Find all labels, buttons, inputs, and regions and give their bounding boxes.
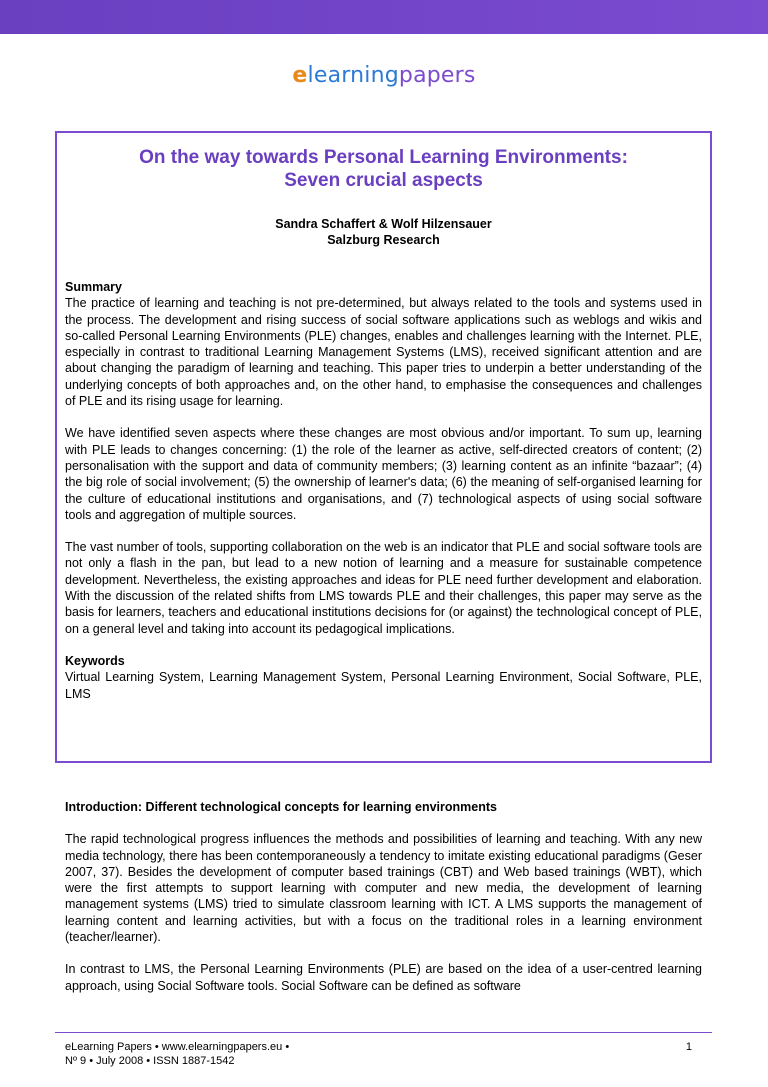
logo-learning: learning (307, 63, 399, 88)
title-line-1: On the way towards Personal Learning Environments: (139, 147, 628, 168)
authors: Sandra Schaffert & Wolf Hilzensauer (275, 217, 492, 231)
summary-heading: Summary (65, 280, 122, 294)
footer (65, 1040, 702, 1068)
top-banner (0, 0, 768, 34)
summary-paragraph-2: We have identified seven aspects where these changes are most obvious and/or important. To sum up, learning with PLE leads to changes concerning: (1) the role of the learner as active, self-directed creators of content; (2) personalisation with the support and data of community members; (3) learning content as an infinite “bazaar”; (4) the big role of social involvement; (5) the ownership of learner's data; (6) the meaning of self-organised learning for the culture of educational institutions and organisations, and (7) technological aspects of using social software tools and aggregation of multiple sources. (65, 426, 702, 522)
keywords-heading: Keywords (65, 653, 125, 668)
introduction-section (65, 799, 702, 994)
title-line-2: Seven crucial aspects (284, 170, 483, 191)
page-number: 1 (685, 1041, 692, 1053)
summary-section (65, 279, 702, 702)
summary-paragraph-1: The practice of learning and teaching is not pre-determined, but always related to the tools and systems used in the process. The development and rising success of social software applications such as weblogs and wikis and so-called Personal Learning Environments (PLE) changes, enables and challenges learning with the Internet. PLE, especially in contrast to traditional Learning Management Systems (LMS), received significant attention and are about changing the paradigm of learning and teaching. This paper tries to underpin a better understanding of the underlying concepts of both approaches and, on the other hand, to emphasise the consequences and challenges of PLE and its rising usage for learning. (65, 296, 702, 409)
introduction-paragraph-1: The rapid technological progress influences the methods and possibilities of learning and teaching. With any new media technology, there has been contemporaneously a tendency to imitate existing educational paradigms (Geser 2007, 37). Besides the development of computer based trainings (CBT) and Web based trainings (WBT), which were the first attempts to support learning with computer and new media, the development of learning management systems (LMS) tried to simulate classroom learning with ICT. A LMS supports the management of learning content and learning activities, but with a focus on the traditional roles in a learning environment (teacher/learner). (65, 832, 702, 945)
logo-e: e (292, 63, 308, 88)
elearningpapers-logo (0, 63, 768, 88)
footer-line-2: Nº 9 • July 2008 • ISSN 1887-1542 (65, 1055, 235, 1067)
introduction-paragraph-2: In contrast to LMS, the Personal Learning Environments (PLE) are based on the idea of a user-centred learning approach, using Social Software tools. Social Software can be defined as software (65, 962, 702, 993)
summary-paragraph-3: The vast number of tools, supporting collaboration on the web is an indicator that PLE and social software tools are not only a flash in the pan, but lead to a new notion of learning and a measure for sustainable competence development. Nevertheless, the existing approaches and ideas for PLE need further development and elaboration. With the discussion of the related shifts from LMS towards PLE and their challenges, this paper may serve as the basis for learners, teachers and educational institutions decisions for (or against) the technological concept of PLE, on a general level and taking into account its pedagogical implications. (65, 540, 702, 636)
footer-line-1: eLearning Papers • www.elearningpapers.eu • (65, 1041, 290, 1053)
keywords-text: Virtual Learning System, Learning Management System, Personal Learning Environment, Social Software, PLE, LMS (65, 670, 702, 701)
introduction-heading: Introduction: Different technological concepts for learning environments (65, 800, 497, 814)
footer-divider (55, 1032, 712, 1033)
affiliation: Salzburg Research (327, 233, 440, 247)
logo-papers: papers (398, 63, 476, 88)
author-block (55, 216, 712, 248)
article-title (55, 146, 712, 192)
